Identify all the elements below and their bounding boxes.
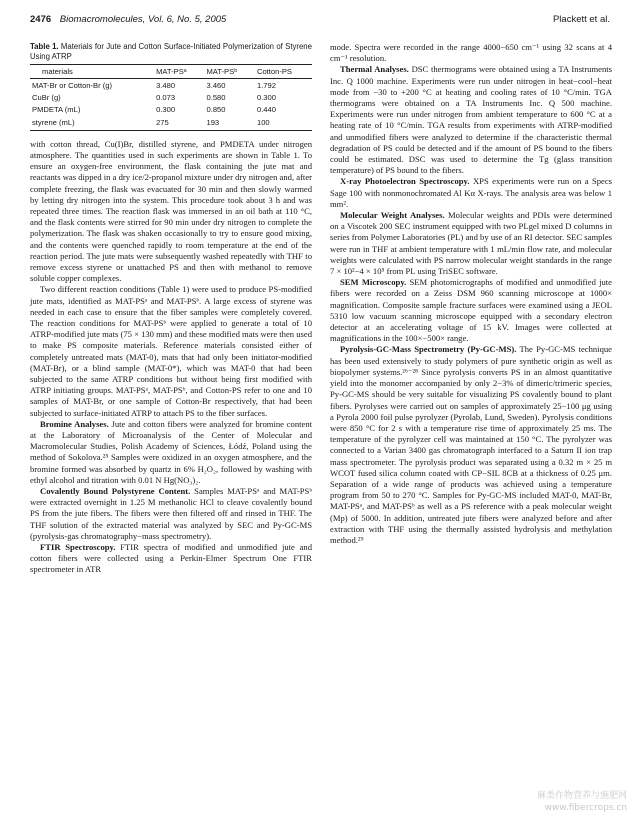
- body-paragraph: [330, 344, 612, 546]
- section-text: FTIR spectra of modified and unmodified jute and cotton fibers were collected using a Perkin-Elmer Spectrum One FTIR spectrometer in ATR: [30, 542, 312, 575]
- table-header-row: [30, 65, 312, 79]
- body-paragraph: [330, 64, 612, 176]
- section-heading: Thermal Analyses.: [340, 64, 409, 75]
- table-cell: 1.792: [256, 80, 276, 90]
- section-heading: Covalently Bound Polystyrene Content.: [40, 486, 191, 496]
- table-cell: 3.460: [206, 80, 226, 90]
- body-paragraph: [330, 277, 612, 344]
- left-column: [30, 42, 312, 576]
- section-heading: Molecular Weight Analyses.: [340, 210, 445, 221]
- table-cell: 0.440: [256, 105, 276, 115]
- right-column: [330, 42, 612, 546]
- table-cell: MAT-Br or Cotton-Br (g): [32, 80, 113, 90]
- table-cell: PMDETA (mL): [32, 105, 81, 115]
- table-cell: 3.480: [156, 80, 176, 90]
- table-caption-text: Materials for Jute and Cotton Surface-Initiated Polymerization of Styrene Using ATRP: [30, 42, 312, 61]
- materials-table: [30, 64, 312, 131]
- table-label: Table 1.: [30, 42, 59, 51]
- section-text: SEM photomicrographs of modified and unmodified jute fibers were recorded on a Zeiss DSM 960 scanning microscope at 1000× magnification. Composite sample fracture surfaces were examined using a JEOL 5310 low vacuum scanning microscope equipped with a secondary electron detector at an accelerating voltage of 15 kV. Images were collected at magnifications in the 100×−500× range.: [330, 277, 612, 344]
- table-cell: 0.580: [206, 93, 226, 103]
- section-heading: Bromine Analyses.: [40, 418, 109, 429]
- section-text: DSC thermograms were obtained using a TA Instruments Inc. Q 1000 machine. Experiments were run under nitrogen in heat−cool−heat mode from −30 to +200 °C at heating and cooling rates of 10 °C/min. TGA thermograms were obtained on a TA Instruments Inc. Q 500 machine. Experiments were run under nitrogen from ambient temperature to 600 °C at a heating rate of 10 °C/min. TGA results from experiments with ATRP-modified and unmodified fibers were analyzed to determine if the characteristic thermal degradation of PS could be detected and if the amount of PS bound to the fibers could be estimated. DSC was used to determine the Tg (glass transition temperature) of PS bound to the fibers.: [330, 64, 613, 176]
- body-paragraph: [30, 419, 312, 486]
- section-text: Molecular weights and PDIs were determined on a Viscotek 200 SEC instrument equipped with two PLgel mixed D columns in series from Polymer Laboratories (PL) and by use of an RI detector. SEC samples were run in THF at ambient temperature with 1 mL/min flow rate, and molecular weights were calculated with PS narrow molecular weight standards in the range 7 × 10²−4 × 10⁵ from PL using TriSEC software.: [330, 210, 612, 277]
- table-cell: 0.300: [156, 105, 176, 115]
- running-author: Plackett et al.: [552, 14, 610, 25]
- body-paragraph: [330, 176, 612, 210]
- table-header-cell: MAT-PSᵇ: [204, 65, 254, 79]
- body-paragraph: with cotton thread, Cu(I)Br, distilled styrene, and PMDETA under nitrogen atmosphere. The quantities used in such experiments are shown in Table 1. To ensure an oxygen-free environment, the flask containing the jute mat and reactants was dipped in a dry ice/2-propanol mixture under dry nitrogen and, after complete freezing, the flask was evacuated for 30 min and then slowly warmed by letting dry nitrogen into the system. This procedure took about 3 h and was repeated three times. The reaction flask was immersed in an oil bath at 110 °C, and the flask contents were stirred for 90 min under dry nitrogen to complete the polymerization. The flask was shaken occasionally to try to ensure good mixing, and the contents were quenched rapidly to room temperature at the end of the reaction period. The jute mats were subsequently washed repeatedly with THF to remove excess styrene or unattached PS and then with methanol to remove soluble copper complexes.: [30, 138, 312, 284]
- section-heading: FTIR Spectroscopy.: [40, 542, 116, 553]
- section-text: The Py-GC-MS technique has been used extensively to study polymers of pure synthetic origin as well as biopolymer systems.²⁶⁻²⁸ Since pyrolysis converts PS in an almost quantitative yield into the monomer accompanied by only 2−3% of dimeric/trimeric species, Py-GC-MS should be very suitable for visualizing PS covalently bound to plant fibers. Pyrolyses were carried out on samples of approximately 25−100 μg using a Pyrola 2000 foil pulse pyrolyzer (Pyrolab, Lund, Sweden). Pyrolysis conditions were 850 °C for 2 s with a temperature rise time of approximately 25 ms. The temperature of the pyrolyzer cell was maintained at 150 °C. The pyrolyzer was connected to a Varian 3400 gas chromatograph interfaced to a Saturn II ion trap mass spectrometer. The pyrolysis product was separated using a 0.32 m × 25 m WCOT fused silica column coated with CP−SIL 8CB at a thickness of 0.25 μm. Separation of a wide range of products was achieved using a temperature program from 50 to 270 °C. Samples for Py-GC-MS included MAT-0, MAT-Br, MAT-PSᵃ, and MAT-PSᵇ as well as a PS reference with a peak molecular weight (Mp) of 5000. In addition, untreated jute fibers were analyzed before and after extraction with THF using the thermally assisted hydrolysis and methylation method.²⁹: [330, 344, 612, 545]
- section-heading: Pyrolysis-GC-Mass Spectrometry (Py-GC-MS).: [340, 344, 517, 355]
- watermark-line: 麻类作物营养与施肥网: [536, 791, 627, 801]
- section-heading: X-ray Photoelectron Spectroscopy.: [340, 176, 470, 187]
- table-cell: styrene (mL): [30, 116, 154, 130]
- body-paragraph: [330, 210, 612, 277]
- table-header-cell: Cotton-PS: [255, 65, 312, 79]
- body-paragraph: [30, 486, 312, 542]
- table-cell: 0.300: [256, 93, 276, 103]
- table-header-cell: materials: [30, 65, 154, 79]
- page-number: 2476: [30, 14, 52, 25]
- body-paragraph: mode. Spectra were recorded in the range 4000−650 cm⁻¹ using 32 scans at 4 cm⁻¹ resolution.: [330, 42, 612, 64]
- table-row: [30, 116, 312, 130]
- journal-citation: Biomacromolecules, Vol. 6, No. 5, 2005: [59, 14, 227, 25]
- table-cell: 0.850: [206, 105, 226, 115]
- section-text: Samples MAT-PSᵃ and MAT-PSᵇ were extracted overnight in 1.25 M methanolic HCl to cleave covalently bound PS from the jute fibers. The fibers were then filtered off and rinsed in THF. The THF solution of the extracted material was analyzed by SEC and Py-GC-MS (pyrolysis-gas chromatography−mass spectrometry).: [30, 486, 312, 541]
- section-text: XPS experiments were run on a Specs Sage 100 with nonmonochromated Al Kα X-rays. The analysis area was below 1 mm².: [330, 176, 612, 209]
- section-heading: SEM Microscopy.: [340, 277, 407, 288]
- table-cell: 0.073: [156, 93, 176, 103]
- table-caption: [30, 42, 312, 61]
- table-cell: 275: [154, 116, 204, 130]
- table-row: [30, 79, 312, 92]
- section-text: Jute and cotton fibers were analyzed for bromine content at the Laboratory of Microanalysis of the Center of Molecular and Macromolecular Studies, Polish Academy of Sciences, Łódź, Poland using the method of Sokolova.²⁵ Samples were oxidized in an oxygen atmosphere, and the bromine formed was absorbed by quartz in 6% H₂O₂, followed by washing with ethyl alcohol and titration with 0.01 N Hg(NO₃)₂.: [30, 418, 313, 485]
- table-cell: 100: [255, 116, 312, 130]
- table-cell: 193: [204, 116, 254, 130]
- body-paragraph: Two different reaction conditions (Table 1) were used to produce PS-modified jute mats, identified as MAT-PSᵃ and MAT-PSᵇ. A large excess of styrene was needed in each case to ensure that the fiber samples were completely covered. The reaction conditions for MAT-PSᵇ were applied to generate a total of 10 ATRP-modified jute mats (75 × 130 mm) and these modified mats were then used to make PS composite materials. Reference materials consisted either of completely untreated mats (MAT-0), mats that had only been initiator-modified (MAT-Br), or a blind sample (MAT-0*), which was MAT-0 that had been subjected to the same ATRP conditions but without being first modified with ATRP initiating groups. MAT-PSᵃ, MAT-PSᵇ, and Cotton-PS refer to one and 10 samples of MAT-Br, or one sample of Cotton-Br respectively, that had been subjected to surface-initiated ATRP to attach PS to the fiber surfaces.: [30, 284, 312, 418]
- table-cell: CuBr (g): [32, 93, 61, 103]
- table-header-cell: MAT-PSᵃ: [154, 65, 204, 79]
- body-paragraph: [30, 542, 312, 576]
- table-row: [30, 104, 312, 116]
- watermark-line: www.fibercrops.cn: [544, 803, 627, 813]
- table-row: [30, 92, 312, 104]
- running-header: [30, 14, 610, 30]
- site-watermark: [537, 790, 627, 814]
